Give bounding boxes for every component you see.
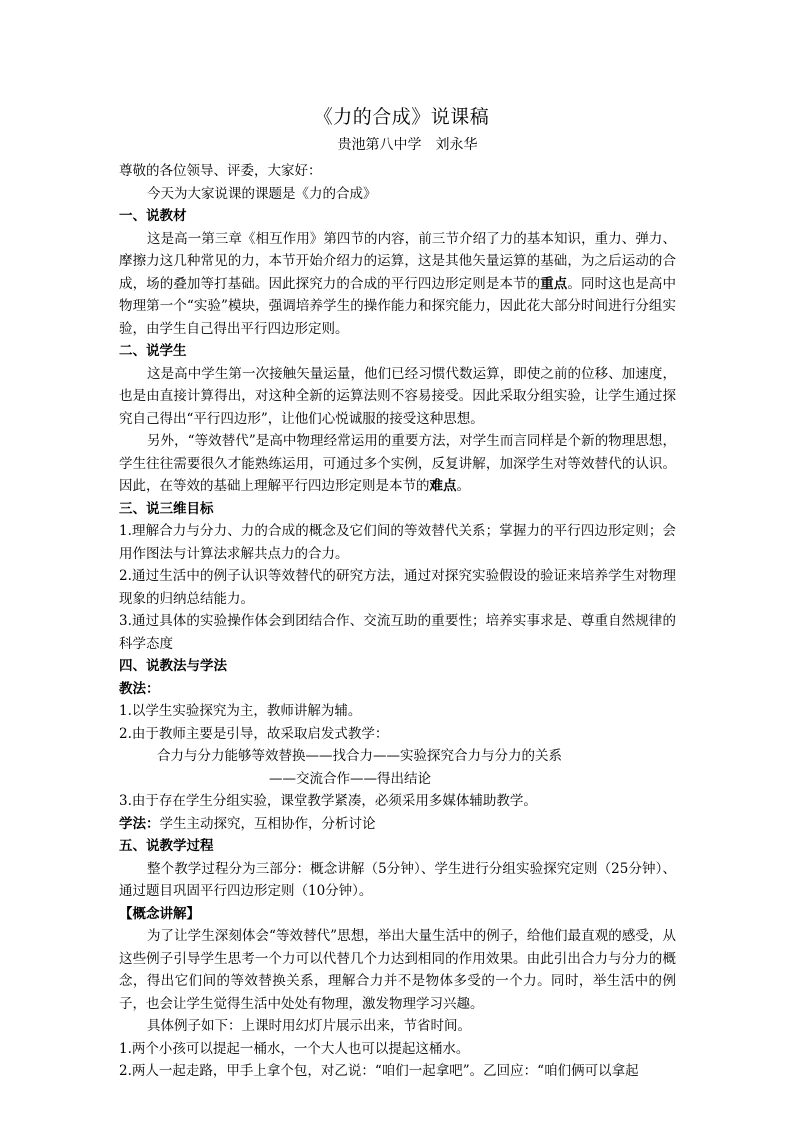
section-heading-5: 五、说教学过程	[119, 838, 214, 854]
section-heading-3: 三、说三维目标	[119, 500, 214, 517]
paragraph: 为了让学生深刻体会“等效替代”思想，举出大量生活中的例子，给他们最直观的感受，从这些例子引导学生思考一个力可以代替几个力达到相同的作用效果。由此引出合力与分力的概念，得出它们间的等效替换关系，理解合力并不是物体多受的一个力。同时，举生活中的例子，也会让学生觉得生活中处处有物理，激发物理学习兴趣。	[119, 928, 676, 1012]
greeting: 尊敬的各位领导、评委，大家好：	[119, 163, 322, 179]
document-author: 贵池第八中学 刘永华	[337, 137, 478, 153]
list-item: 1.以学生实验探究为主，教师讲解为辅。	[119, 703, 362, 719]
section-heading-4: 四、说教法与学法	[119, 658, 227, 674]
subheading-concept: 【概念讲解】	[119, 905, 200, 922]
paragraph: 另外，“等效替代”是高中物理经常运用的重要方法，对学生而言同样是个新的物理思想，学生往往需要很久才能熟练运用，可通过多个实例，反复讲解，加深学生对等效替代的认识。因此，在等效的基础上理解平行四边形定则是本节的难点。	[119, 433, 676, 494]
list-item: 2.由于教师主要是引导，故采取启发式教学：	[119, 725, 389, 742]
paragraph: 整个教学过程分为三部分：概念讲解（5分钟）、学生进行分组实验探究定则（25分钟）、通过题目巩固平行四边形定则（10分钟）。	[119, 860, 676, 899]
learning-method-line: 学法：学生主动探究，互相协作，分析讨论	[119, 815, 376, 832]
list-item: 1.两个小孩可以提起一桶水，一个大人也可以提起这桶水。	[119, 1040, 470, 1057]
paragraph: 这是高中学生第一次接触矢量运量，他们已经习惯代数运算，即使之前的位移、加速度，也是由直接计算得出，对这种全新的运算法则不容易接受。因此采取分组实验，让学生通过探究自己得出“平行四边形”，让他们心悦诚服的接受这种思想。	[119, 365, 676, 427]
list-item: 3.通过具体的实验操作体会到团结合作、交流互助的重要性；培养实事求是、尊重自然规律的科学态度	[119, 613, 676, 652]
list-item: 2.两人一起走路，甲手上拿个包，对乙说：“咱们一起拿吧”。乙回应：“咱们俩可以拿起	[119, 1063, 639, 1079]
bold-keyword: 重点	[540, 275, 568, 292]
bold-keyword: 难点	[429, 478, 457, 494]
list-item: 1.理解合力与分力、力的合成的概念及它们间的等效替代关系；掌握力的平行四边形定则；会用作图法与计算法求解共点力的合力。	[119, 523, 676, 562]
intro-line: 今天为大家说课的课题是《力的合成》	[147, 185, 377, 202]
subheading-teaching-method: 教法：	[119, 680, 160, 697]
flow-line: ——交流合作——得出结论	[269, 770, 431, 787]
list-item: 3.由于存在学生分组实验，课堂教学紧凑，必须采用多媒体辅助教学。	[119, 793, 537, 809]
subheading-learning-method: 学法：	[119, 815, 160, 832]
paragraph: 具体例子如下：上课时用幻灯片展示出来，节省时间。	[147, 1018, 471, 1034]
section-heading-2: 二、说学生	[119, 343, 187, 359]
list-item: 2.通过生活中的例子认识等效替代的研究方法，通过对探究实验假设的验证来培养学生对物理现象的归纳总结能力。	[119, 568, 676, 607]
document-body	[119, 104, 676, 1083]
paragraph: 这是高一第三章《相互作用》第四节的内容，前三节介绍了力的基本知识，重力、弹力、摩擦力这几种常见的力，本节开始介绍力的运算，这是其他矢量运算的基础，为之后运动的合成，场的叠加等打基础。因此探究力的合成的平行四边形定则是本节的重点。同时这也是高中物理第一个“实验”模块，强调培养学生的操作能力和探究能力，因此花大部分时间进行分组实验，由学生自己得出平行四边形定则。	[119, 230, 677, 337]
flow-line: 合力与分力能够等效替换——找合力——实验探究合力与分力的关系	[157, 748, 562, 764]
document-title: 《力的合成》说课稿	[313, 106, 490, 128]
section-heading-1: 一、说教材	[119, 208, 187, 224]
